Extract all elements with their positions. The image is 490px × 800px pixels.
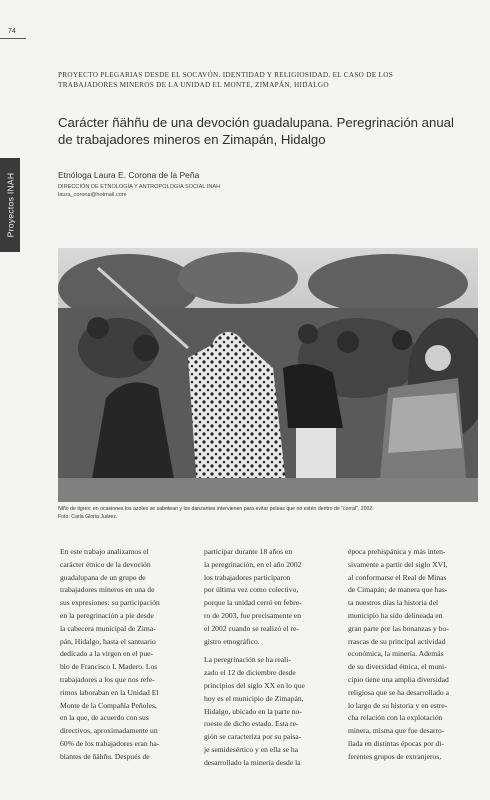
body-line: llada en distintas épocas por di- — [348, 738, 444, 748]
body-column-2 — [204, 546, 326, 770]
body-line: gistro etnográfico. — [204, 636, 260, 646]
article-title — [58, 114, 478, 148]
body-line: la cabecera municipal de Zima- — [60, 623, 156, 633]
body-line: 60% de los trabajadores eran ha- — [60, 738, 160, 748]
body-line: porque la unidad cerró en febre- — [204, 598, 302, 608]
author-affiliation: DIRECCIÓN DE ETNOLOGÍA Y ANTROPOLOGÍA SOCIAL INAH — [58, 184, 221, 190]
body-line: principios del siglo XX en lo que — [204, 680, 305, 690]
body-line: blo de Francisco I. Madero. Los — [60, 662, 158, 672]
body-line: trabajadores a los que nos refe- — [60, 674, 155, 684]
body-line: ta nuestros días la historia del — [348, 598, 439, 608]
body-line: je semidesértico y en ella se ha — [204, 744, 299, 754]
body-line: de su diversidad étnica, el muni- — [348, 662, 447, 672]
body-line: minera, misma que fue desarro- — [348, 726, 445, 736]
photo-credit: Foto: Carla Gloria Juárez. — [58, 513, 118, 520]
article-title-line: de trabajadores mineros en Zimapán, Hidalgo — [58, 132, 326, 147]
body-line: guadalupana de un grupo de — [60, 572, 146, 582]
header-rule — [0, 38, 26, 39]
body-line: La peregrinación se ha reali- — [204, 655, 291, 665]
body-line: roeste de dicho estado. Esta re- — [204, 719, 299, 729]
project-header-line: TRABAJADORES MINEROS DE LA UNIDAD EL MONTE, ZIMAPÁN, HIDALGO — [58, 81, 329, 89]
body-line: la peregrinación, en el año 2002 — [204, 559, 302, 569]
body-line: cipio tiene una amplia diversidad — [348, 674, 449, 684]
body-line: desarrollado la minería desde la — [204, 757, 301, 767]
section-tab — [0, 158, 20, 252]
body-line: gran parte por las bonanzas y bo- — [348, 623, 449, 633]
body-line: dedicado a la virgen en el pue- — [60, 649, 154, 659]
author-email: laura_corona@hotmail.com — [58, 192, 127, 198]
body-line: municipio ha sido delineada en — [348, 610, 443, 620]
body-line: blantes de ñähñu. Después de — [60, 751, 150, 761]
project-header — [58, 70, 458, 90]
body-line: participar durante 18 años en — [204, 547, 293, 556]
body-line: ferentes grupos de extranjeros, — [348, 751, 442, 761]
body-line: el 2002 cuando se realizó el re- — [204, 623, 299, 633]
body-line: los trabajadores participaron — [204, 572, 291, 582]
body-line: al conformarse el Real de Minas — [348, 572, 447, 582]
body-line: gión se caracteriza por su paisa- — [204, 732, 302, 742]
body-line: de Cimapán; de manera que has- — [348, 585, 448, 595]
body-line: trabajadores mineros en una de — [60, 585, 155, 595]
project-header-line: PROYECTO PLEGARIAS DESDE EL SOCAVÓN. IDENTIDAD Y RELIGIOSIDAD. EL CASO DE LOS — [58, 71, 394, 79]
author-name: Etnóloga Laura E. Corona de la Peña — [58, 170, 200, 180]
body-column-1 — [60, 546, 182, 764]
body-line: rimos laboraban en la Unidad El — [60, 687, 159, 697]
body-line: zado el 12 de diciembre desde — [204, 668, 296, 678]
section-tab-label: Proyectos INAH — [5, 172, 16, 238]
page-number: 74 — [8, 28, 16, 35]
body-line: económica, la minería. Además — [348, 649, 444, 659]
body-line: carácter étnico de la devoción — [60, 559, 151, 569]
body-line: Monte de la Compañía Peñoles, — [60, 700, 157, 710]
photograph — [58, 248, 478, 502]
caption-text: Niño de tigres: en ocasiones los azotes se sabotean y los danzantes intervienen para evitar peleas que no estén dentro de "corral", 2002. — [58, 506, 374, 512]
body-line: cha relación con la explotación — [348, 713, 443, 723]
body-line: por última vez como colectivo, — [204, 585, 299, 595]
body-line: pán, Hidalgo, hasta el santuario — [60, 636, 156, 646]
body-line: En este trabajo analizamos el — [60, 547, 149, 556]
figure-caption — [58, 506, 478, 521]
body-column-3 — [348, 546, 470, 764]
body-line: sivamente a partir del siglo XVI, — [348, 559, 448, 569]
body-line: ro de 2003, fue precisamente en — [204, 610, 301, 620]
photograph-image — [58, 248, 478, 502]
article-title-line: Carácter ñähñu de una devoción guadalupana. Peregrinación anual — [58, 115, 454, 130]
body-line: lo largo de su historia y en estre- — [348, 700, 448, 710]
body-line: sus expresiones: su participación — [60, 598, 160, 608]
body-line: directivos, aproximadamente un — [60, 726, 158, 736]
body-line: en la peregrinación a pie desde — [60, 610, 154, 620]
body-line: en la que, de acuerdo con sus — [60, 713, 149, 723]
body-line: rrascas de su principal actividad — [348, 636, 446, 646]
body-line: Hidalgo, ubicado en la parte no- — [204, 706, 302, 716]
body-line: hoy es el municipio de Zimapán, — [204, 693, 304, 703]
body-line: época prehispánica y más inten- — [348, 547, 446, 556]
body-line: religiosa que se ha desarrollado a — [348, 687, 449, 697]
